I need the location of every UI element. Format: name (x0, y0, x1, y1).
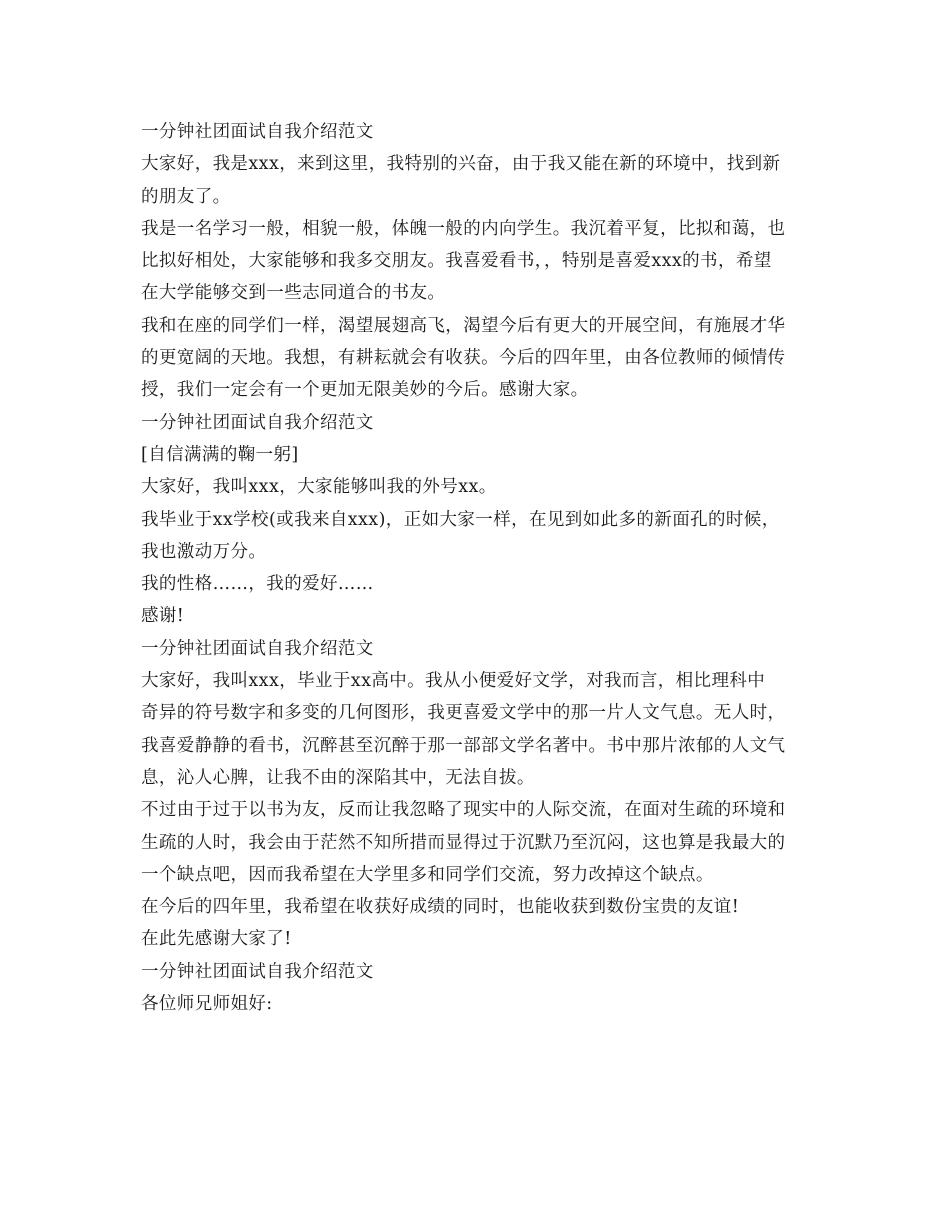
text-line: 的朋友了。 (141, 186, 231, 207)
text-line: 感谢! (141, 606, 185, 627)
document-body (141, 116, 821, 1020)
text-line: 我喜爱静静的看书，沉醉甚至沉醉于那一部部文学名著中。书中那片浓郁的人文气 (141, 735, 786, 756)
text-line: 各位师兄师姐好: (141, 994, 273, 1015)
text-line: 在今后的四年里，我希望在收获好成绩的同时，也能收获到数份宝贵的友谊! (141, 897, 740, 918)
text-line: 在大学能够交到一些志同道合的书友。 (141, 283, 446, 304)
text-line: [自信满满的鞠一躬] (141, 444, 299, 465)
text-line: 授，我们一定会有一个更加无限美妙的今后。感谢大家。 (141, 380, 589, 401)
text-line: 我是一名学习一般，相貌一般，体魄一般的内向学生。我沉着平复，比拟和蔼，也 (141, 218, 786, 239)
section-title-2: 一分钟社团面试自我介绍范文 (141, 412, 374, 433)
text-line: 我的性格……，我的爱好…… (141, 574, 374, 595)
section-title-1: 一分钟社团面试自我介绍范文 (141, 122, 374, 142)
text-line: 在此先感谢大家了! (141, 929, 292, 950)
text-line: 一个缺点吧，因而我希望在大学里多和同学们交流，努力改掉这个缺点。 (141, 864, 714, 885)
text-line: 息，沁人心脾，让我不由的深陷其中，无法自拔。 (141, 767, 535, 788)
text-line: 大家好，我叫xxx，大家能够叫我的外号xx。 (141, 477, 497, 498)
text-line: 我也激动万分。 (141, 541, 267, 562)
text-line: 的更宽阔的天地。我想，有耕耘就会有收获。今后的四年里，由各位教师的倾情传 (141, 348, 786, 369)
section-title-3: 一分钟社团面试自我介绍范文 (141, 638, 374, 659)
text-line: 比拟好相处，大家能够和我多交朋友。我喜爱看书，，特别是喜爱xxx的书，希望 (141, 251, 772, 272)
text-line: 不过由于过于以书为友，反而让我忽略了现实中的人际交流，在面对生疏的环境和 (141, 800, 786, 821)
text-line: 我毕业于xx学校(或我来自xxx)，正如大家一样，在见到如此多的新面孔的时候， (141, 509, 780, 530)
text-line: 奇异的符号数字和多变的几何图形，我更喜爱文学中的那一片人文气息。无人时， (141, 703, 786, 724)
section-title-4: 一分钟社团面试自我介绍范文 (141, 961, 374, 982)
text-line: 生疏的人时，我会由于茫然不知所措而显得过于沉默乃至沉闷，这也算是我最大的 (141, 832, 786, 853)
text-line: 大家好，我叫xxx，毕业于xx高中。我从小便爱好文学，对我而言，相比理科中 (141, 671, 766, 692)
text-line: 我和在座的同学们一样，渴望展翅高飞，渴望今后有更大的开展空间，有施展才华 (141, 315, 786, 336)
text-line: 大家好，我是xxx，来到这里，我特别的兴奋，由于我又能在新的环境中，找到新 (141, 154, 781, 175)
